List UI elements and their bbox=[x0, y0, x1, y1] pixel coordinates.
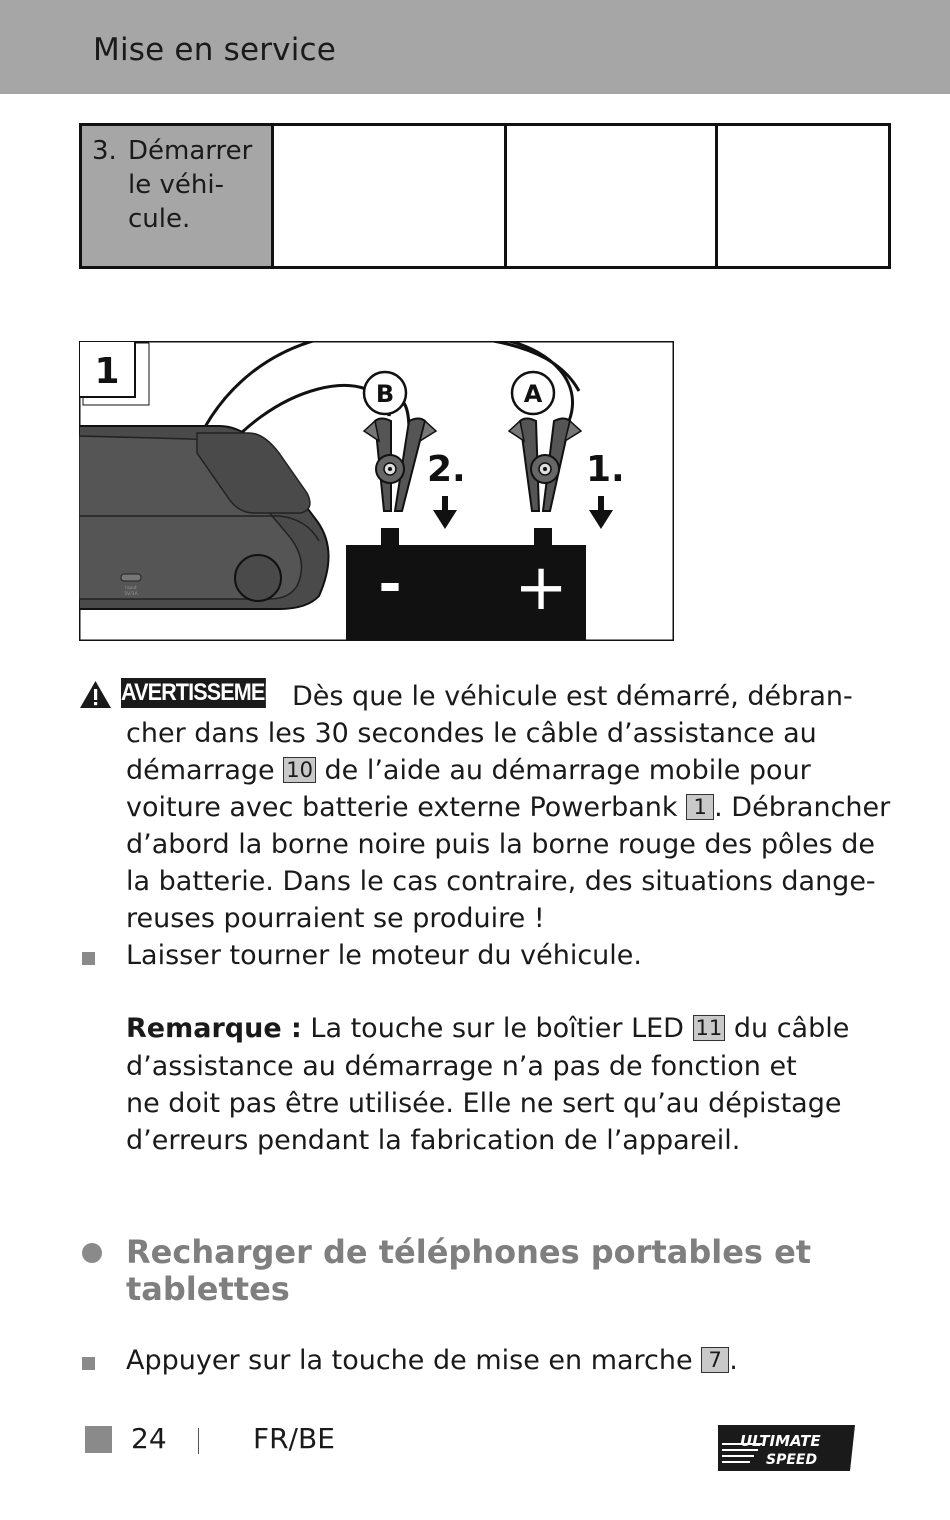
square-bullet-icon bbox=[82, 1357, 95, 1370]
jump-start-illustration bbox=[79, 341, 674, 641]
note-line-3: ne doit pas être utilisée. Elle ne sert qu’au dépistage bbox=[126, 1088, 842, 1119]
bullet-text-2 bbox=[126, 1343, 738, 1380]
step-2-label: 2. bbox=[427, 449, 466, 490]
warning-line-4-start: voiture avec batterie externe Powerbank bbox=[126, 792, 687, 823]
locale-label: FR/BE bbox=[253, 1422, 335, 1455]
step-table bbox=[79, 123, 891, 269]
port-label-line2: 5V/1A bbox=[124, 592, 138, 597]
step-text: Démarrer le véhi- cule. bbox=[128, 136, 253, 234]
power-button bbox=[235, 555, 281, 601]
warning-line-4-end: . Débrancher bbox=[714, 792, 891, 823]
footer-marker bbox=[85, 1426, 112, 1453]
note-line-2: d’assistance au démarrage n’a pas de fonction et bbox=[126, 1051, 797, 1082]
square-bullet-icon bbox=[82, 952, 95, 965]
bullet-text-1: Laisser tourner le moteur du véhicule. bbox=[126, 940, 642, 971]
warning-line-5: d’abord la borne noire puis la borne rouge des pôles de bbox=[126, 829, 875, 860]
figure-number: 1 bbox=[94, 351, 120, 392]
warning-line-4 bbox=[126, 790, 890, 827]
ref-number-7: 7 bbox=[701, 1347, 729, 1373]
bullet-text-2-end: . bbox=[729, 1345, 738, 1376]
step-1-label: 1. bbox=[586, 449, 625, 490]
page-title: Mise en service bbox=[93, 32, 337, 68]
clamp-b-label: B bbox=[375, 380, 395, 408]
logo-line-2: SPEED bbox=[766, 1452, 818, 1468]
clamp-a-label: A bbox=[523, 380, 543, 408]
warning-line-2: cher dans les 30 secondes le câble d’assistance au bbox=[126, 718, 817, 749]
table-cell bbox=[507, 126, 718, 266]
table-cell bbox=[718, 126, 888, 266]
plus-terminal-symbol: + bbox=[514, 551, 568, 625]
ref-number-10: 10 bbox=[283, 757, 316, 783]
warning-line-3-start: démarrage bbox=[126, 755, 284, 786]
step-cell bbox=[82, 126, 274, 266]
note-line-1-end: du câble bbox=[725, 1013, 850, 1044]
warning-line-6: la batterie. Dans le cas contraire, des situations dange- bbox=[126, 866, 876, 897]
section-bullet-icon bbox=[82, 1243, 102, 1263]
table-cell bbox=[274, 126, 507, 266]
brand-logo bbox=[718, 1425, 855, 1471]
bullet-text-2-start: Appuyer sur la touche de mise en marche bbox=[126, 1345, 702, 1376]
note-label: Remarque : bbox=[126, 1013, 302, 1044]
warning-line-7: reuses pourraient se produire ! bbox=[126, 903, 545, 934]
footer-divider bbox=[198, 1428, 199, 1454]
minus-terminal-symbol: - bbox=[378, 552, 402, 617]
page-number: 24 bbox=[131, 1422, 167, 1455]
logo-line-1: ULTIMATE bbox=[740, 1432, 821, 1450]
ref-number-11: 11 bbox=[693, 1015, 726, 1041]
page-header bbox=[0, 0, 950, 94]
usb-input-port bbox=[121, 574, 141, 581]
step-number: 3. bbox=[92, 136, 117, 166]
note-line-1 bbox=[126, 1011, 849, 1048]
warning-icon bbox=[79, 680, 112, 709]
warning-line-3 bbox=[126, 753, 811, 790]
warning-line-1: Dès que le véhicule est démarré, débran- bbox=[292, 681, 853, 712]
note-line-1-start: La touche sur le boîtier LED bbox=[301, 1013, 693, 1044]
warning-label: AVERTISSEMENT bbox=[121, 679, 292, 706]
warning-line-3-end: de l’aide au démarrage mobile pour bbox=[315, 755, 811, 786]
ref-number-1: 1 bbox=[686, 794, 714, 820]
port-label-line1: Input bbox=[125, 586, 137, 591]
note-line-4: d’erreurs pendant la fabrication de l’appareil. bbox=[126, 1125, 741, 1156]
section-title: Recharger de téléphones portables et tablettes bbox=[126, 1233, 812, 1308]
